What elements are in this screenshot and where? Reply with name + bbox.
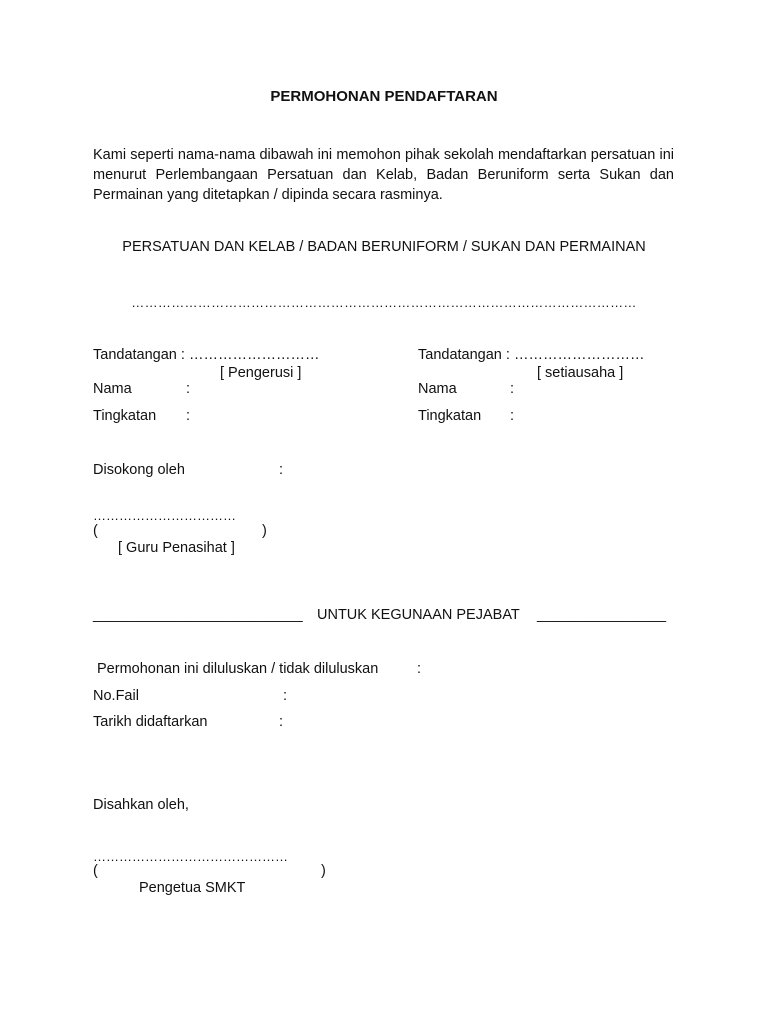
file-number-colon: : <box>283 688 288 704</box>
approval-status-colon: : <box>417 661 422 677</box>
registration-date-label: Tarikh didaftarkan <box>93 714 208 730</box>
page-title: PERMOHONAN PENDAFTARAN <box>270 88 498 105</box>
principal-signature-line: ……………………………………… <box>93 849 288 864</box>
office-use-heading: UNTUK KEGUNAAN PEJABAT <box>317 607 520 623</box>
office-use-line-right: ________________ <box>537 607 667 623</box>
chairman-name-label: Nama <box>93 381 132 397</box>
advisor-signature-line: …………………………… <box>93 508 236 523</box>
supported-by-label: Disokong oleh <box>93 462 185 478</box>
chairman-name-colon: : <box>186 381 191 397</box>
registration-date-colon: : <box>279 714 284 730</box>
chairman-signature-label: Tandatangan : ……………………… <box>93 347 320 363</box>
advisor-role: [ Guru Penasihat ] <box>118 540 235 556</box>
category-heading: PERSATUAN DAN KELAB / BADAN BERUNIFORM / SUKAN DAN PERMAINAN <box>122 239 646 255</box>
secretary-name-colon: : <box>510 381 515 397</box>
chairman-level-label: Tingkatan <box>93 408 157 424</box>
secretary-level-colon: : <box>510 408 515 424</box>
chairman-level-colon: : <box>186 408 191 424</box>
chairman-role: [ Pengerusi ] <box>220 365 302 381</box>
intro-paragraph: Kami seperti nama-nama dibawah ini memohon pihak sekolah mendaftarkan persatuan ini menurut Perlembangaan Persatuan dan Kelab, Badan Beruniform serta Sukan dan Permainan yang ditetapkan / dipinda secara rasminya. <box>93 147 674 203</box>
principal-paren-close: ) <box>321 863 326 879</box>
principal-paren-open: ( <box>93 863 98 879</box>
advisor-paren-open: ( <box>93 523 98 539</box>
approval-status-label: Permohonan ini diluluskan / tidak diluluskan <box>97 661 379 677</box>
file-number-label: No.Fail <box>93 688 139 704</box>
organisation-name-line: …………………………………………………………………………………………………… <box>131 295 637 310</box>
secretary-role: [ setiausaha ] <box>537 365 624 381</box>
supported-by-colon: : <box>279 462 284 478</box>
approved-by-label: Disahkan oleh, <box>93 797 189 813</box>
office-use-line-left: __________________________ <box>93 607 303 623</box>
secretary-name-label: Nama <box>418 381 457 397</box>
secretary-signature-label: Tandatangan : ……………………… <box>418 347 645 363</box>
principal-role: Pengetua SMKT <box>139 880 246 896</box>
secretary-level-label: Tingkatan <box>418 408 482 424</box>
advisor-paren-close: ) <box>262 523 267 539</box>
